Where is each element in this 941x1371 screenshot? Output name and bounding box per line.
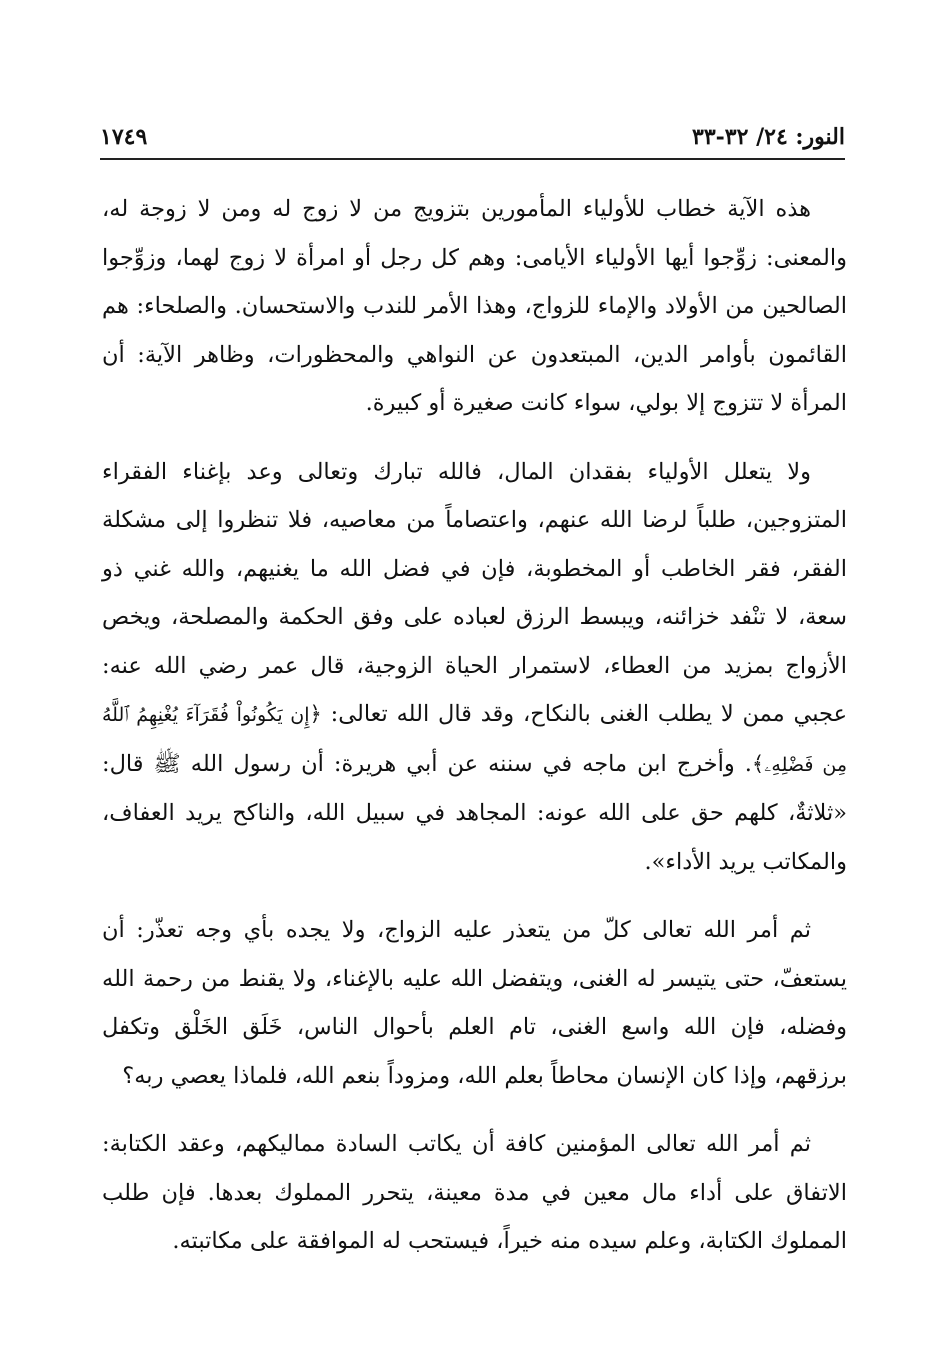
- surah-reference: النور: ٢٤/ ٣٢-٣٣: [692, 124, 845, 150]
- paragraph-4: ثم أمر الله تعالى المؤمنين كافة أن يكاتب السادة مماليكهم، وعقد الكتابة: الاتفاق على أداء مال معين في مدة معينة، يتحرر المملوك بعدها. فإن طلب المملوك الكتابة، وعلم سيده منه خيراً، فيستحب له الموافقة على مكاتبته.: [102, 1131, 847, 1254]
- quran-open-bracket: ﴿: [309, 702, 322, 726]
- quran-verse: إِن يَكُونُواْ فُقَرَآءَ يُغْنِهِمُ ٱللَّهُ مِن فَضْلِهِۦ: [102, 704, 847, 776]
- paragraph-2-text-before-verse: ولا يتعلل الأولياء بفقدان المال، فالله تبارك وتعالى وعد بإغناء الفقراء المتزوجين، طلباً لرضا الله عنهم، واعتصاماً من معاصيه، فلا تنظروا إلى مشكلة الفقر، فقر الخاطب أو المخطوبة، فإن في فضل الله ما يغنيهم، والله غني ذو سعة، لا تنْفد خزائنه، ويبسط الرزق لعباده على وفق الحكمة والمصلحة، ويخص الأزواج بمزيد من العطاء، لاستمرار الحياة الزوجية، قال عمر رضي الله عنه: عجبي ممن لا يطلب الغنى بالنكاح، وقد قال الله تعالى:: [102, 458, 847, 727]
- page-header: [100, 118, 845, 160]
- paragraph-2-text-after-verse: . وأخرج ابن ماجه في سننه عن أبي هريرة: أن رسول الله ﷺ قال: «ثلاثةٌ، كلهم حق على الله عونه: المجاهد في سبيل الله، والناكح يريد العفاف، والمكاتب يريد الأداء».: [102, 750, 847, 875]
- page-number: ١٧٤٩: [100, 124, 148, 150]
- paragraph-3: ثم أمر الله تعالى كلّ من يتعذر عليه الزواج، ولا يجده بأي وجه تعذّر: أن يستعفّ، حتى يتيسر له الغنى، ويتفضل الله عليه بالإغناء، ولا يقنط من رحمة الله وفضله، فإن الله واسع الغنى، تام العلم بأحوال الناس، خَلَق الخَلْق وتكفل برزقهم، وإذا كان الإنسان محاطاً بعلم الله، ومزوداً بنعم الله، فلماذا يعصي ربه؟: [102, 917, 847, 1089]
- quran-close-bracket: ﴾: [751, 751, 765, 776]
- paragraph-2: [102, 448, 847, 887]
- page-body: [102, 185, 847, 1266]
- paragraph-1: هذه الآية خطاب للأولياء المأمورين بتزويج من لا زوج له ومن لا زوجة له، والمعنى: زوِّجوا أيها الأولياء الأيامى: وهم كل رجل أو امرأة لا زوج لهما، وزوِّجوا الصالحين من الأولاد والإماء للزواج، وهذا الأمر للندب والاستحسان. والصلحاء: هم القائمون بأوامر الدين، المبتعدون عن النواهي والمحظورات، وظاهر الآية: أن المرأة لا تتزوج إلا بولي، سواء كانت صغيرة أو كبيرة.: [102, 196, 847, 416]
